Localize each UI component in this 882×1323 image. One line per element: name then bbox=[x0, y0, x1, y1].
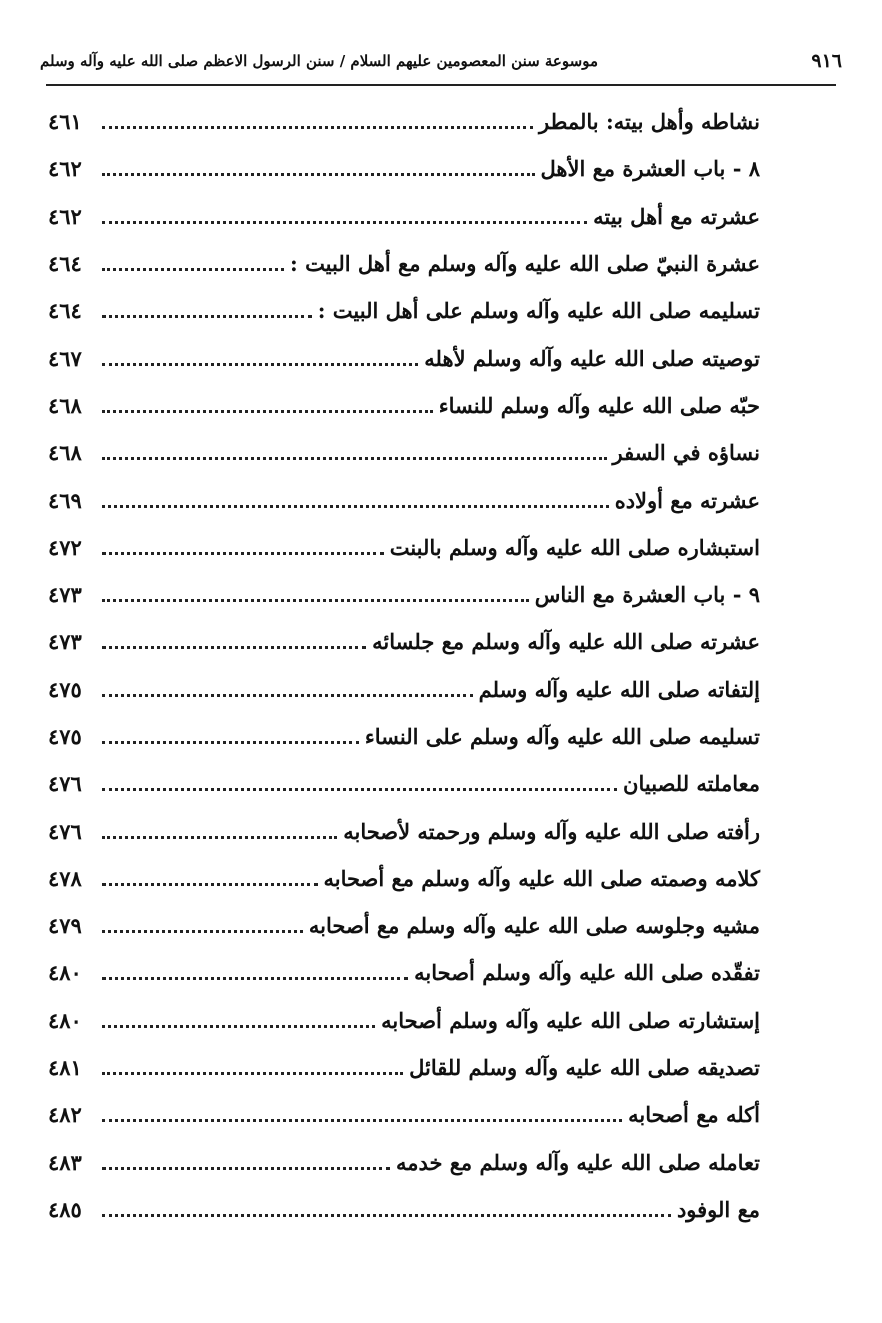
toc-entry bbox=[48, 334, 760, 381]
toc-entry-title: إستشارته صلى الله عليه وآله وسلم أصحابه bbox=[381, 1007, 760, 1033]
toc-entry-page: ٤٧٥ bbox=[48, 676, 82, 702]
toc-entry-page: ٤٨٢ bbox=[48, 1102, 82, 1128]
toc-entry-title: نساؤه في السفر bbox=[612, 440, 760, 466]
dot-leader bbox=[102, 1167, 390, 1170]
toc-entry-title: عشرته مع أولاده bbox=[614, 487, 760, 513]
dot-leader bbox=[102, 1119, 622, 1122]
toc-entry-title: عشرته صلى الله عليه وآله وسلم مع جلسائه bbox=[372, 629, 760, 655]
toc-entry bbox=[48, 666, 760, 713]
toc-entry bbox=[48, 193, 760, 240]
toc-entry-title: ٩ - باب العشرة مع الناس bbox=[534, 582, 760, 608]
dot-leader bbox=[102, 1072, 403, 1075]
page-header bbox=[40, 50, 842, 80]
toc-entry-title: أكله مع أصحابه bbox=[628, 1102, 760, 1128]
dot-leader bbox=[102, 1025, 375, 1028]
dot-leader bbox=[102, 788, 617, 791]
dot-leader bbox=[102, 363, 418, 366]
toc-entry-title: تسليمه صلى الله عليه وآله وسلم على النساء bbox=[364, 724, 760, 749]
toc-entry-page: ٤٧٢ bbox=[48, 534, 82, 560]
toc-entry bbox=[48, 949, 760, 996]
toc-entry bbox=[48, 98, 760, 145]
toc-entry-title: مشيه وجلوسه صلى الله عليه وآله وسلم مع أصحابه bbox=[308, 913, 760, 939]
dot-leader bbox=[102, 505, 609, 508]
toc-entry-page: ٤٨٣ bbox=[48, 1149, 82, 1175]
toc-entry bbox=[48, 287, 760, 334]
toc-entry-page: ٤٦٨ bbox=[48, 440, 82, 466]
toc-entry-page: ٤٨٥ bbox=[48, 1196, 82, 1222]
page-number: ٩١٦ bbox=[811, 50, 842, 72]
toc-entry-page: ٤٧٨ bbox=[48, 865, 82, 891]
toc-entry-page: ٤٦٢ bbox=[48, 203, 82, 229]
toc-entry-page: ٤٦٤ bbox=[48, 251, 82, 277]
dot-leader bbox=[102, 977, 408, 980]
running-title: موسوعة سنن المعصومين عليهم السلام / سنن الرسول الاعظم صلى الله عليه وآله وسلم bbox=[40, 52, 598, 70]
toc-entry bbox=[48, 429, 760, 476]
toc-entry bbox=[48, 571, 760, 618]
toc-entry bbox=[48, 997, 760, 1044]
dot-leader bbox=[102, 268, 284, 271]
toc-entry-page: ٤٦١ bbox=[48, 109, 82, 135]
toc-entry-title: ٨ - باب العشرة مع الأهل bbox=[540, 156, 760, 182]
toc-entry-title: توصيته صلى الله عليه وآله وسلم لأهله bbox=[424, 345, 760, 371]
toc-entry-title: تصديقه صلى الله عليه وآله وسلم للقائل bbox=[409, 1055, 760, 1081]
toc-entry-title: نشاطه وأهل بيته: بالمطر bbox=[539, 109, 760, 135]
toc-entry-title: عشرته مع أهل بيته bbox=[593, 203, 760, 229]
toc-entry-title: تعامله صلى الله عليه وآله وسلم مع خدمه bbox=[395, 1149, 760, 1175]
toc-entry-page: ٤٨١ bbox=[48, 1055, 82, 1081]
toc-entry bbox=[48, 1044, 760, 1091]
toc-entry bbox=[48, 807, 760, 854]
toc-entry bbox=[48, 1091, 760, 1138]
toc-entry-page: ٤٧٣ bbox=[48, 629, 82, 655]
toc-entry-title: إلتفاته صلى الله عليه وآله وسلم bbox=[478, 676, 760, 702]
toc-entry-title: كلامه وصمته صلى الله عليه وآله وسلم مع أصحابه bbox=[323, 865, 760, 891]
toc-entry-title: عشرة النبيّ صلى الله عليه وآله وسلم مع أهل البيت : bbox=[290, 251, 760, 277]
dot-leader bbox=[102, 457, 607, 460]
toc-entry-page: ٤٦٨ bbox=[48, 392, 82, 418]
toc-entry-title: مع الوفود bbox=[676, 1196, 760, 1222]
dot-leader bbox=[102, 126, 533, 129]
toc-entry-page: ٤٨٠ bbox=[48, 960, 82, 986]
toc-entry-page: ٤٧٦ bbox=[48, 771, 82, 797]
toc-entry bbox=[48, 476, 760, 523]
toc-entry-page: ٤٦٤ bbox=[48, 298, 82, 324]
toc-entry bbox=[48, 382, 760, 429]
toc-entry-title: معاملته للصبيان bbox=[623, 771, 760, 797]
toc-entry-title: تفقّده صلى الله عليه وآله وسلم أصحابه bbox=[414, 960, 760, 986]
toc-entry bbox=[48, 1186, 760, 1233]
toc-entry-page: ٤٧٣ bbox=[48, 582, 82, 608]
dot-leader bbox=[102, 221, 587, 224]
toc-entry-page: ٤٧٦ bbox=[48, 818, 82, 844]
toc-entry-page: ٤٦٩ bbox=[48, 487, 82, 513]
dot-leader bbox=[102, 315, 312, 318]
toc-entry-title: رأفته صلى الله عليه وآله وسلم ورحمته لأصحابه bbox=[343, 818, 760, 844]
toc-entry bbox=[48, 902, 760, 949]
dot-leader bbox=[102, 410, 433, 413]
toc-entry bbox=[48, 524, 760, 571]
toc-entry bbox=[48, 855, 760, 902]
toc-entry bbox=[48, 713, 760, 760]
dot-leader bbox=[102, 694, 473, 697]
dot-leader bbox=[102, 741, 359, 744]
dot-leader bbox=[102, 836, 337, 839]
header-rule bbox=[46, 84, 836, 86]
toc-entry bbox=[48, 760, 760, 807]
dot-leader bbox=[102, 883, 318, 886]
toc-entry bbox=[48, 145, 760, 192]
dot-leader bbox=[102, 173, 535, 176]
toc-entry bbox=[48, 240, 760, 287]
dot-leader bbox=[102, 646, 366, 649]
toc-entry bbox=[48, 618, 760, 665]
toc-entry-page: ٤٦٧ bbox=[48, 345, 82, 371]
toc-entry bbox=[48, 1139, 760, 1186]
toc-entry-title: تسليمه صلى الله عليه وآله وسلم على أهل البيت : bbox=[317, 298, 760, 324]
toc-entry-title: حبّه صلى الله عليه وآله وسلم للنساء bbox=[438, 392, 760, 418]
dot-leader bbox=[102, 930, 303, 933]
table-of-contents bbox=[48, 98, 760, 1233]
toc-entry-page: ٤٧٥ bbox=[48, 724, 82, 749]
toc-entry-title: استبشاره صلى الله عليه وآله وسلم بالبنت bbox=[389, 534, 760, 560]
dot-leader bbox=[102, 599, 529, 602]
dot-leader bbox=[102, 552, 384, 555]
toc-entry-page: ٤٨٠ bbox=[48, 1007, 82, 1033]
toc-entry-page: ٤٧٩ bbox=[48, 913, 82, 939]
dot-leader bbox=[102, 1214, 671, 1217]
toc-entry-page: ٤٦٢ bbox=[48, 156, 82, 182]
